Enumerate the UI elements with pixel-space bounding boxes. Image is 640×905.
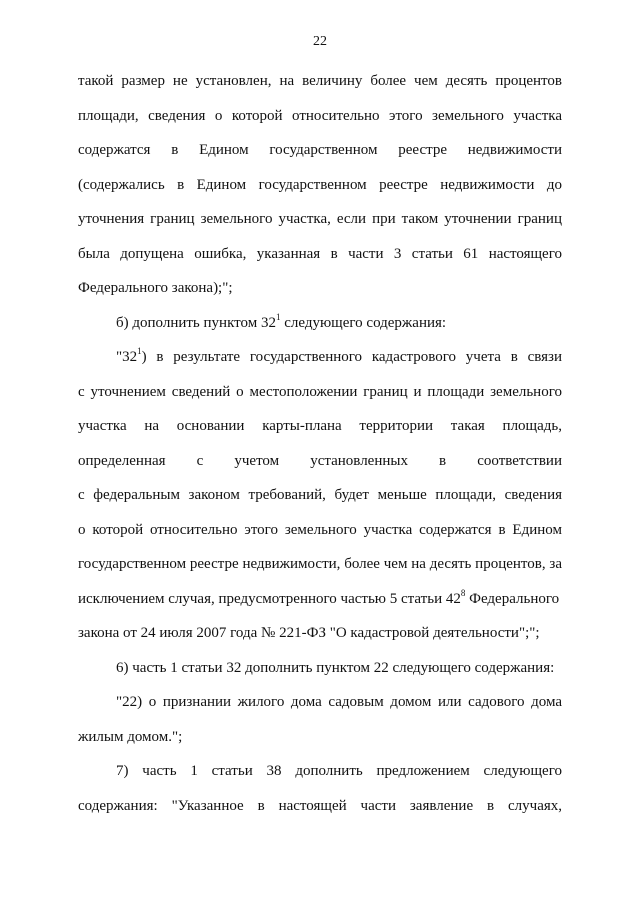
quote-22-line: "22) о признании жилого дома садовым домом или садового дома <box>116 694 562 710</box>
paragraph-item-6: 6) часть 1 статьи 32 дополнить пунктом 22 следующего содержания: <box>116 659 555 676</box>
item-b-text: б) дополнить пунктом 32 <box>116 314 276 331</box>
superscript: 8 <box>460 587 466 598</box>
text-line: государственном реестре недвижимости, более чем на десять процентов, за <box>78 556 562 572</box>
superscript: 1 <box>275 311 281 322</box>
item-b-text-end: следующего содержания: <box>280 314 447 331</box>
document-body <box>78 64 562 823</box>
text-line: с федеральным законом требований, будет меньше площади, сведения <box>78 487 562 503</box>
exception-text-end: Федерального <box>465 590 560 607</box>
text-line: содержатся в Едином государственном реестре недвижимости <box>78 142 562 158</box>
text-line: о которой относительно этого земельного участка содержатся в Едином <box>78 521 562 538</box>
text-line: с уточнением сведений о местоположении границ и площади земельного <box>78 383 562 400</box>
text-line: содержания: "Указанное в настоящей части заявление в случаях, <box>78 797 562 814</box>
text-line: Федерального закона);"; <box>78 280 233 296</box>
quote-32-first-line <box>78 340 562 375</box>
page-number: 22 <box>313 34 327 49</box>
text-line: участка на основании карты-плана территории такая площадь, <box>78 418 562 434</box>
text-line: такой размер не установлен, на величину более чем десять процентов <box>78 73 562 89</box>
text-line: площади, сведения о которой относительно этого земельного участка <box>78 107 562 124</box>
paragraph-item-b <box>78 306 562 341</box>
text-line: жилым домом."; <box>78 728 183 745</box>
quote-32-text: ) в результате государственного кадастрового учета в связи <box>141 349 562 365</box>
exception-line <box>78 582 562 617</box>
exception-text: исключением случая, предусмотренного частью 5 статьи 42 <box>78 590 461 607</box>
text-line: закона от 24 июля 2007 года № 221-ФЗ "О кадастровой деятельности";"; <box>78 625 540 641</box>
text-line: была допущена ошибка, указанная в части 3 статьи 61 настоящего <box>78 245 562 262</box>
paragraph-item-7: 7) часть 1 статьи 38 дополнить предложением следующего <box>116 763 562 779</box>
text-line: определенная с учетом установленных в соответствии <box>78 452 562 469</box>
quote-32-start: "32 <box>116 349 138 365</box>
text-line: (содержались в Едином государственном реестре недвижимости до <box>78 176 562 193</box>
superscript: 1 <box>137 346 142 356</box>
text-line: уточнения границ земельного участка, если при таком уточнении границ <box>78 211 562 227</box>
